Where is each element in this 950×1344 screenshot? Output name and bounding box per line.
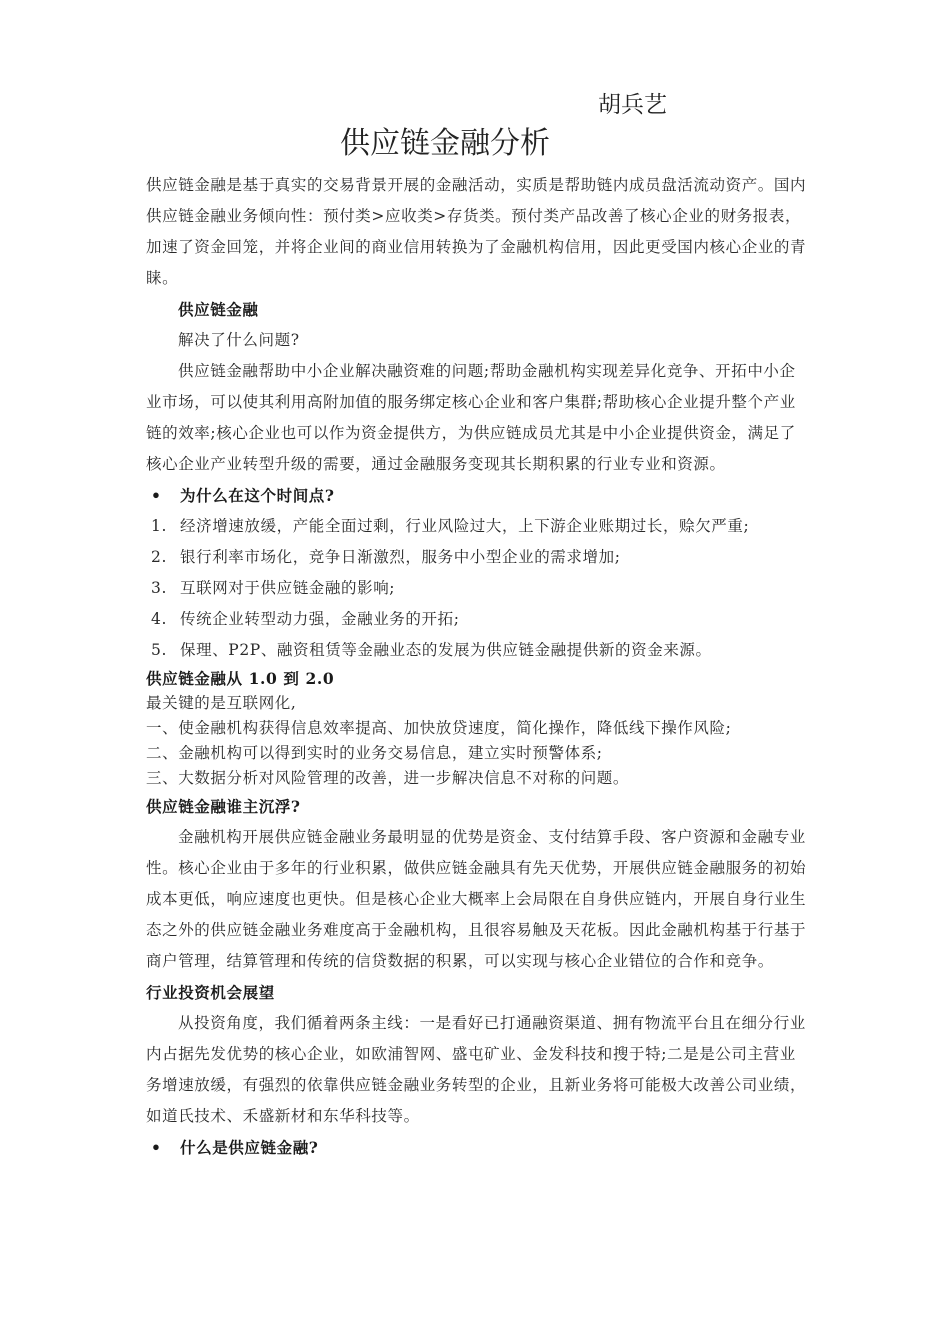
section-heading-investment-outlook: 行业投资机会展望 bbox=[146, 983, 275, 1002]
bullet-heading-text: 什么是供应链金融? bbox=[180, 1138, 319, 1157]
list-item bbox=[146, 604, 808, 635]
document-body bbox=[146, 170, 808, 1163]
section-question: 解决了什么问题? bbox=[178, 331, 300, 349]
list-item-text: 银行利率市场化，竞争日渐激烈，服务中小型企业的需求增加; bbox=[180, 548, 621, 566]
bullet-heading-what-is bbox=[146, 1132, 808, 1163]
evolution-line: 一、使金融机构获得信息效率提高、加快放贷速度，简化操作，降低线下操作风险; bbox=[146, 719, 732, 737]
list-item bbox=[146, 511, 808, 542]
list-item-number: 1. bbox=[151, 517, 167, 535]
author-name: 胡兵艺 bbox=[598, 92, 667, 118]
evolution-subtitle: 最关键的是互联网化, bbox=[146, 694, 297, 712]
section-heading-evolution: 供应链金融从 1.0 到 2.0 bbox=[146, 669, 335, 688]
evolution-line: 三、大数据分析对风险管理的改善，进一步解决信息不对称的问题。 bbox=[146, 769, 630, 787]
list-item bbox=[146, 573, 808, 604]
section-body-investment-outlook: 从投资角度，我们循着两条主线：一是看好已打通融资渠道、拥有物流平台且在细分行业内占据先发优势的核心企业，如欧浦智网、盛屯矿业、金发科技和搜于特;二是是公司主营业务增速放缓，有强烈的依靠供应链金融业务转型的企业，且新业务将可能极大改善公司业绩，如道氏技术、禾盛新材和东华科技等。 bbox=[146, 1014, 807, 1125]
list-item-number: 2. bbox=[151, 548, 167, 566]
list-item-text: 传统企业转型动力强，金融业务的开拓; bbox=[180, 610, 460, 628]
list-item-number: 5. bbox=[151, 641, 167, 659]
page-title: 供应链金融分析 bbox=[340, 126, 550, 161]
intro-paragraph: 供应链金融是基于真实的交易背景开展的金融活动，实质是帮助链内成员盘活流动资产。国内供应链金融业务倾向性：预付类>应收类>存货类。预付类产品改善了核心企业的财务报表，加速了资金回笼，并将企业间的商业信用转换为了金融机构信用，因此更受国内核心企业的青睐。 bbox=[146, 176, 807, 287]
section-body-problems-solved: 供应链金融帮助中小企业解决融资难的问题;帮助金融机构实现差异化竞争、开拓中小企业市场，可以使其利用高附加值的服务绑定核心企业和客户集群;帮助核心企业提升整个产业链的效率;核心企业也可以作为资金提供方，为供应链成员尤其是中小企业提供资金，满足了核心企业产业转型升级的需要，通过金融服务变现其长期积累的行业专业和资源。 bbox=[146, 362, 796, 473]
list-item bbox=[146, 542, 808, 573]
section-heading-supply-chain-finance: 供应链金融 bbox=[178, 300, 259, 319]
list-item-text: 保理、P2P、融资租赁等金融业态的发展为供应链金融提供新的资金来源。 bbox=[180, 641, 712, 659]
bullet-heading-why-now bbox=[146, 480, 808, 511]
bullet-icon: • bbox=[151, 1138, 162, 1157]
bullet-icon: • bbox=[151, 486, 162, 505]
list-item-number: 3. bbox=[151, 579, 167, 597]
section-heading-who-leads: 供应链金融谁主沉浮? bbox=[146, 797, 301, 816]
evolution-line: 二、金融机构可以得到实时的业务交易信息，建立实时预警体系; bbox=[146, 744, 603, 762]
list-item bbox=[146, 635, 808, 666]
bullet-heading-text: 为什么在这个时间点? bbox=[180, 486, 335, 505]
section-body-who-leads: 金融机构开展供应链金融业务最明显的优势是资金、支付结算手段、客户资源和金融专业性。核心企业由于多年的行业积累，做供应链金融具有先天优势，开展供应链金融服务的初始成本更低，响应速度也更快。但是核心企业大概率上会局限在自身供应链内，开展自身行业生态之外的供应链金融业务难度高于金融机构，且很容易触及天花板。因此金融机构基于行基于商户管理，结算管理和传统的信贷数据的积累，可以实现与核心企业错位的合作和竞争。 bbox=[146, 828, 807, 970]
list-item-text: 经济增速放缓，产能全面过剩，行业风险过大，上下游企业账期过长，赊欠严重; bbox=[180, 517, 750, 535]
list-item-text: 互联网对于供应链金融的影响; bbox=[180, 579, 396, 597]
list-item-number: 4. bbox=[151, 610, 167, 628]
